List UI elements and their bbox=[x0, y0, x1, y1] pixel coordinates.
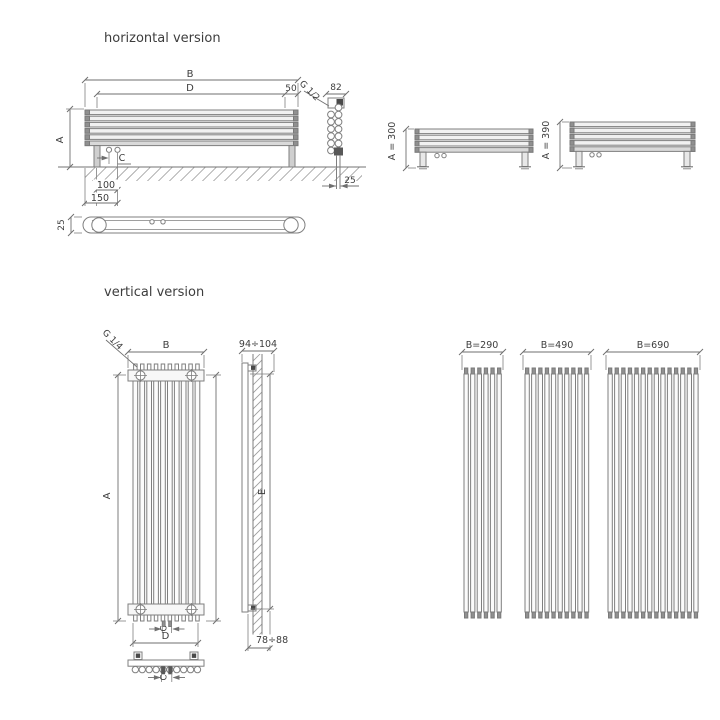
tube-top-cap bbox=[642, 368, 645, 374]
tube-section-circle bbox=[335, 104, 342, 111]
radiator-tube bbox=[532, 374, 536, 612]
tube-end-cap bbox=[85, 141, 90, 146]
radiator-tube bbox=[570, 141, 695, 146]
plan-tube-circle bbox=[139, 666, 145, 672]
radiator-tube bbox=[490, 374, 494, 612]
tube-top-cap bbox=[147, 364, 151, 370]
tube-top-cap bbox=[628, 368, 631, 374]
tube-section-circle bbox=[335, 111, 342, 118]
tube-bottom-cap bbox=[491, 612, 494, 618]
tube-bottom-cap bbox=[465, 612, 468, 618]
radiator-tube bbox=[464, 374, 468, 612]
tube-top-cap bbox=[539, 368, 542, 374]
tube-top-cap bbox=[694, 368, 697, 374]
tube-top-cap bbox=[675, 368, 678, 374]
tube-top-cap bbox=[635, 368, 638, 374]
radiator-leg bbox=[522, 152, 528, 166]
hatch-line bbox=[168, 353, 453, 638]
variant-label-a390: A = 390 bbox=[541, 120, 552, 160]
tube-section-circle bbox=[328, 147, 335, 154]
radiator-tube bbox=[415, 148, 533, 153]
tube-bottom-cap bbox=[539, 612, 542, 618]
hatch-line bbox=[80, 353, 365, 638]
tube-top-cap bbox=[478, 368, 481, 374]
hatch-line bbox=[88, 353, 373, 638]
dim-label-25-side: 25 bbox=[344, 176, 356, 186]
radiator-tube bbox=[545, 374, 549, 612]
tube-top-cap bbox=[681, 368, 684, 374]
tube-top-cap bbox=[609, 368, 612, 374]
tube-top-cap bbox=[526, 368, 529, 374]
tube-bottom-cap bbox=[168, 615, 172, 621]
radiator-tube bbox=[85, 129, 298, 134]
variant-label-b490: B=490 bbox=[540, 340, 574, 351]
tube-end-cap bbox=[294, 141, 299, 146]
radiator-tube bbox=[570, 134, 695, 139]
tube-section-circle bbox=[335, 133, 342, 140]
dim-arrow bbox=[329, 184, 336, 189]
tube-end-cap bbox=[570, 141, 574, 146]
radiator-tube bbox=[415, 141, 533, 146]
tube-bottom-cap bbox=[609, 612, 612, 618]
radiator-tube bbox=[85, 122, 298, 127]
tube-top-cap bbox=[661, 368, 664, 374]
plan-tube-circle bbox=[194, 666, 200, 672]
valve-circle bbox=[590, 153, 594, 157]
radiator-tube bbox=[667, 374, 671, 612]
tube-top-cap bbox=[545, 368, 548, 374]
tube-top-cap bbox=[648, 368, 651, 374]
tube-bottom-cap bbox=[134, 615, 138, 621]
radiator-leg bbox=[94, 146, 100, 167]
dim-label-94-104: 94÷104 bbox=[238, 339, 278, 350]
dim-label-25-plan: 25 bbox=[57, 219, 67, 231]
hatch-line bbox=[192, 353, 477, 638]
tube-top-cap bbox=[471, 368, 474, 374]
tube-bottom-cap bbox=[585, 612, 588, 618]
radiator-tube bbox=[654, 374, 658, 612]
tube-bottom-cap bbox=[532, 612, 535, 618]
tube-end-cap bbox=[570, 122, 574, 127]
radiator-tube bbox=[641, 374, 645, 612]
tube-top-cap bbox=[154, 364, 158, 370]
tube-top-cap bbox=[655, 368, 658, 374]
tube-bottom-cap bbox=[196, 615, 200, 621]
tube-top-cap bbox=[552, 368, 555, 374]
radiator-tube bbox=[608, 374, 612, 612]
tube-top-cap bbox=[668, 368, 671, 374]
dim-label-a-horizontal: A bbox=[55, 136, 66, 144]
tube-bottom-cap bbox=[484, 612, 487, 618]
radiator-tube bbox=[621, 374, 625, 612]
dim-label-100: 100 bbox=[96, 180, 116, 191]
dim-label-b-horizontal: B bbox=[186, 69, 194, 80]
radiator-leg bbox=[684, 151, 690, 166]
dim-arrow bbox=[102, 156, 109, 161]
tube-end-cap bbox=[294, 110, 299, 115]
tube-top-cap bbox=[182, 364, 186, 370]
variant-label-b690: B=690 bbox=[636, 340, 670, 351]
dim-label-50: 50 bbox=[285, 84, 297, 94]
tube-bottom-cap bbox=[161, 615, 165, 621]
tube-bottom-cap bbox=[471, 612, 474, 618]
hatch-line bbox=[0, 353, 253, 638]
dim-label-d-horizontal: D bbox=[186, 83, 194, 94]
radiator-tube bbox=[648, 374, 652, 612]
radiator-tube bbox=[181, 381, 186, 604]
hatch-line bbox=[176, 353, 461, 638]
plan-end-circle bbox=[92, 218, 106, 232]
tube-bottom-cap bbox=[688, 612, 691, 618]
tube-top-cap bbox=[565, 368, 568, 374]
dim-label-c-plan: C bbox=[159, 674, 170, 681]
hatch-line bbox=[70, 167, 86, 183]
hatch-line bbox=[160, 353, 445, 638]
plan-valve-circle bbox=[150, 220, 154, 224]
plan-bar bbox=[83, 217, 305, 233]
radiator-tube bbox=[484, 374, 488, 612]
tube-top-cap bbox=[572, 368, 575, 374]
tube-end-cap bbox=[294, 122, 299, 127]
dim-label-82: 82 bbox=[330, 83, 342, 93]
bracket-block bbox=[136, 654, 139, 657]
radiator-tube bbox=[415, 129, 533, 134]
tube-top-cap bbox=[465, 368, 468, 374]
radiator-leg bbox=[420, 152, 426, 166]
tube-bottom-cap bbox=[545, 612, 548, 618]
dim-arrow bbox=[172, 627, 179, 632]
radiator-tube bbox=[570, 122, 695, 127]
tube-bottom-cap bbox=[565, 612, 568, 618]
tube-end-cap bbox=[85, 129, 90, 134]
tube-top-cap bbox=[175, 364, 179, 370]
radiator-tube bbox=[681, 374, 685, 612]
radiator-tube bbox=[687, 374, 691, 612]
tube-end-cap bbox=[691, 128, 695, 133]
tube-bottom-cap bbox=[635, 612, 638, 618]
tube-end-cap bbox=[529, 148, 533, 153]
tube-bottom-cap bbox=[622, 612, 625, 618]
radiator-tube bbox=[497, 374, 501, 612]
tube-end-cap bbox=[294, 116, 299, 121]
tube-top-cap bbox=[559, 368, 562, 374]
thread-label-vertical: G 1/4 bbox=[99, 328, 125, 353]
tube-bottom-cap bbox=[559, 612, 562, 618]
valve-circle bbox=[597, 153, 601, 157]
tube-end-cap bbox=[415, 129, 419, 134]
geometry-layer bbox=[0, 77, 703, 682]
valve-circle bbox=[435, 153, 439, 157]
tube-end-cap bbox=[691, 141, 695, 146]
tube-end-cap bbox=[85, 122, 90, 127]
plan-valve-circle bbox=[161, 220, 165, 224]
tube-bottom-cap bbox=[182, 615, 186, 621]
tube-section-circle bbox=[328, 125, 335, 132]
radiator-tube bbox=[415, 135, 533, 140]
radiator-tube bbox=[140, 381, 145, 604]
tube-top-cap bbox=[161, 364, 165, 370]
radiator-tube bbox=[85, 141, 298, 146]
bracket-block bbox=[252, 366, 255, 369]
tube-bottom-cap bbox=[141, 615, 145, 621]
valve-circle bbox=[106, 147, 111, 152]
tube-end-cap bbox=[85, 116, 90, 121]
tube-end-cap bbox=[570, 147, 574, 152]
tube-bottom-cap bbox=[478, 612, 481, 618]
plan-strip bbox=[128, 660, 204, 666]
hatch-line bbox=[72, 353, 357, 638]
tube-end-cap bbox=[294, 129, 299, 134]
tube-end-cap bbox=[691, 122, 695, 127]
hatch-line bbox=[208, 353, 493, 638]
tube-section-circle bbox=[328, 111, 335, 118]
tube-bottom-cap bbox=[154, 615, 158, 621]
radiator-tube bbox=[584, 374, 588, 612]
plan-tube-circle bbox=[153, 666, 159, 672]
radiator-tube bbox=[570, 128, 695, 133]
dim-arrow bbox=[173, 675, 180, 680]
tube-section-circle bbox=[335, 119, 342, 126]
plan-tube-circle bbox=[180, 666, 186, 672]
tube-bottom-cap bbox=[147, 615, 151, 621]
tube-top-cap bbox=[491, 368, 494, 374]
tube-section-circle bbox=[328, 140, 335, 147]
tube-bottom-cap bbox=[552, 612, 555, 618]
tube-end-cap bbox=[691, 147, 695, 152]
radiator-tube bbox=[661, 374, 665, 612]
radiator-profile bbox=[242, 363, 248, 612]
tube-bottom-cap bbox=[675, 612, 678, 618]
radiator-tube bbox=[674, 374, 678, 612]
tube-end-cap bbox=[415, 148, 419, 153]
hatch-line bbox=[144, 353, 429, 638]
variant-label-a300: A = 300 bbox=[387, 121, 398, 161]
radiator-leg bbox=[576, 151, 582, 166]
radiator-tube bbox=[634, 374, 638, 612]
wall-hatch bbox=[0, 353, 541, 638]
tube-section-circle bbox=[328, 118, 335, 125]
radiator-tube bbox=[525, 374, 529, 612]
tube-end-cap bbox=[415, 141, 419, 146]
bracket-block bbox=[192, 654, 195, 657]
dim-label-c-vertical: C bbox=[159, 625, 170, 632]
valve-circle bbox=[115, 147, 120, 152]
radiator-tube bbox=[578, 374, 582, 612]
tube-top-cap bbox=[532, 368, 535, 374]
tube-section-circle bbox=[328, 133, 335, 140]
radiator-tube bbox=[154, 381, 159, 604]
radiator-leg bbox=[289, 146, 295, 167]
tube-end-cap bbox=[294, 135, 299, 140]
tube-top-cap bbox=[615, 368, 618, 374]
plan-end-circle bbox=[284, 218, 298, 232]
tube-bottom-cap bbox=[526, 612, 529, 618]
tube-top-cap bbox=[168, 364, 172, 370]
vertical-version-title: vertical version bbox=[104, 285, 205, 300]
tube-top-cap bbox=[585, 368, 588, 374]
hatch-line bbox=[0, 353, 277, 638]
radiator-tube bbox=[471, 374, 475, 612]
tube-bottom-cap bbox=[694, 612, 697, 618]
tube-end-cap bbox=[529, 135, 533, 140]
tube-end-cap bbox=[570, 134, 574, 139]
plan-tube-circle bbox=[174, 666, 180, 672]
tube-bottom-cap bbox=[628, 612, 631, 618]
tube-end-cap bbox=[529, 129, 533, 134]
dim-label-c-horizontal: C bbox=[118, 153, 126, 164]
radiator-tube bbox=[174, 381, 179, 604]
tube-bottom-cap bbox=[572, 612, 575, 618]
plan-tube-circle bbox=[146, 666, 152, 672]
tube-end-cap bbox=[415, 135, 419, 140]
dim-label-d-vertical: D bbox=[161, 631, 170, 642]
radiator-tube bbox=[538, 374, 542, 612]
tube-bottom-cap bbox=[615, 612, 618, 618]
plan-tube-circle bbox=[132, 666, 138, 672]
radiator-tube bbox=[195, 381, 200, 604]
tube-end-cap bbox=[691, 134, 695, 139]
radiator-tube bbox=[558, 374, 562, 612]
horizontal-version-title: horizontal version bbox=[104, 31, 221, 46]
tube-bottom-cap bbox=[648, 612, 651, 618]
radiator-tube bbox=[147, 381, 152, 604]
tube-section-circle bbox=[335, 126, 342, 133]
hatch-line bbox=[96, 353, 381, 638]
tube-top-cap bbox=[484, 368, 487, 374]
tube-bottom-cap bbox=[661, 612, 664, 618]
radiator-tube bbox=[570, 147, 695, 152]
tube-end-cap bbox=[85, 110, 90, 115]
radiator-tube bbox=[161, 381, 166, 604]
radiator-tube bbox=[615, 374, 619, 612]
radiator-tube bbox=[565, 374, 569, 612]
radiator-tube bbox=[571, 374, 575, 612]
pipe-block bbox=[335, 148, 343, 155]
hatch-line bbox=[184, 353, 469, 638]
dim-label-a-vertical: A bbox=[102, 492, 113, 500]
tube-top-cap bbox=[688, 368, 691, 374]
radiator-tube bbox=[85, 110, 298, 115]
tube-bottom-cap bbox=[175, 615, 179, 621]
valve-circle bbox=[442, 153, 446, 157]
plan-center-pipe bbox=[162, 667, 165, 674]
radiator-tube bbox=[188, 381, 193, 604]
variant-label-b290: B=290 bbox=[465, 340, 499, 351]
radiator-tube bbox=[477, 374, 481, 612]
tube-bottom-cap bbox=[681, 612, 684, 618]
tube-bottom-cap bbox=[668, 612, 671, 618]
plan-tube-circle bbox=[187, 666, 193, 672]
thread-label-horizontal: G 1/2 bbox=[296, 79, 322, 104]
tube-top-cap bbox=[578, 368, 581, 374]
plan-center-pipe bbox=[169, 667, 172, 674]
tube-bottom-cap bbox=[498, 612, 501, 618]
dim-label-e: E bbox=[257, 488, 268, 496]
tube-bottom-cap bbox=[578, 612, 581, 618]
hatch-line bbox=[0, 353, 261, 638]
radiator-tube bbox=[628, 374, 632, 612]
radiator-tube bbox=[85, 135, 298, 140]
dim-label-150: 150 bbox=[90, 193, 110, 204]
hatch-line bbox=[240, 353, 525, 638]
dim-label-b-vertical: B bbox=[162, 340, 170, 351]
radiator-tube bbox=[133, 381, 138, 604]
tube-section-circle bbox=[335, 140, 342, 147]
tube-bottom-cap bbox=[655, 612, 658, 618]
tube-top-cap bbox=[498, 368, 501, 374]
tube-end-cap bbox=[570, 128, 574, 133]
radiator-tube bbox=[168, 381, 173, 604]
radiator-tube bbox=[85, 116, 298, 121]
tube-bottom-cap bbox=[642, 612, 645, 618]
tube-end-cap bbox=[85, 135, 90, 140]
tube-top-cap bbox=[196, 364, 200, 370]
radiator-tube bbox=[551, 374, 555, 612]
dim-label-78-88: 78÷88 bbox=[256, 635, 289, 646]
tube-top-cap bbox=[622, 368, 625, 374]
tube-end-cap bbox=[529, 141, 533, 146]
tube-top-cap bbox=[141, 364, 145, 370]
radiator-tube bbox=[694, 374, 698, 612]
